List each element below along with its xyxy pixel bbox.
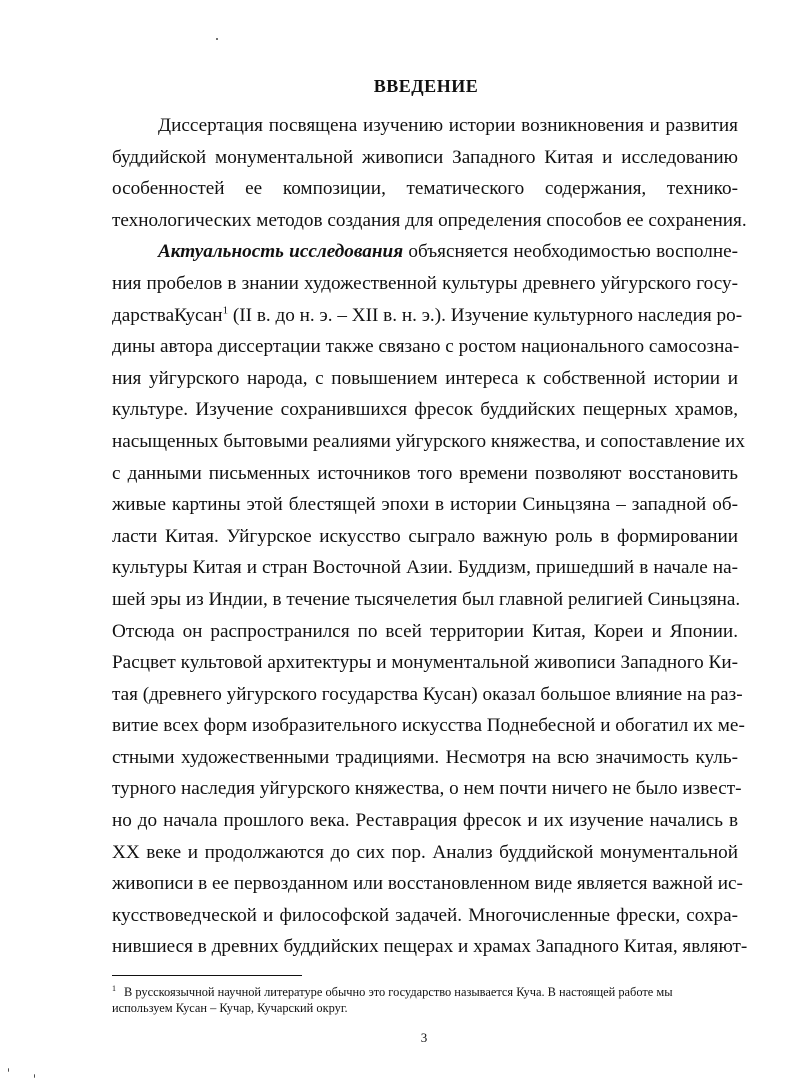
text-line: культуре. Изучение сохранившихся фресок буддийских пещерных храмов, — [112, 399, 738, 421]
footnote-text: В русскоязычной научной литературе обычно это государство называется Куча. В настоящей работе мы — [124, 985, 673, 999]
text-line: витие всех форм изобразительного искусства Поднебесной и обогатил их ме- — [112, 715, 745, 737]
text-line: тая (древнего уйгурского государства Кусан) оказал большое влияние на раз- — [112, 683, 743, 705]
text-line: дины автора диссертации также связано с ростом национального самосозна- — [112, 336, 740, 358]
text-line: Расцвет культовой архитектуры и монументальной живописи Западного Ки- — [112, 652, 738, 674]
text-line: но до начала прошлого века. Реставрация фресок и их изучение начались в — [112, 810, 738, 832]
text-fragment: объясняется необходимостью восполне- — [403, 241, 739, 263]
footnote-reference[interactable]: 1 — [222, 304, 229, 317]
text-line: буддийской монументальной живописи Западного Китая и исследованию — [112, 146, 738, 168]
footnote-line: используем Кусан – Кучар, Кучарский округ. — [112, 1001, 348, 1015]
text-line: стными художественными традициями. Несмотря на всю значимость куль- — [112, 746, 738, 768]
text-line: особенностей ее композиции, тематического содержания, технико- — [112, 178, 738, 200]
page-number: 3 — [420, 1030, 428, 1045]
scan-speck — [34, 1074, 35, 1078]
footnote-line — [112, 984, 738, 1000]
footnote — [112, 984, 738, 1016]
text-fragment: дарстваКусан — [112, 304, 223, 326]
text-line: XX веке и продолжаются до сих пор. Анализ буддийской монументальной — [112, 841, 738, 863]
text-line: шей эры из Индии, в течение тысячелетия был главной религией Синьцзяна. — [112, 588, 741, 610]
text-line: Отсюда он распространился по всей территории Китая, Кореи и Японии. — [112, 620, 738, 642]
footnote-divider — [112, 975, 302, 976]
scan-speck — [216, 38, 218, 40]
text-line: турного наследия уйгурского княжества, о нем почти ничего не было извест- — [112, 778, 742, 800]
paragraph-intro — [112, 110, 747, 236]
body-text — [112, 110, 748, 963]
text-line: технологических методов создания для определения способов ее сохранения. — [112, 209, 747, 231]
text-line: ния уйгурского народа, с повышением интереса к собственной истории и — [112, 367, 738, 389]
text-line: насыщенных бытовыми реалиями уйгурского княжества, и сопоставление их — [112, 430, 745, 452]
text-line: нившиеся в древних буддийских пещерах и храмах Западного Китая, являют- — [112, 936, 748, 958]
text-line: Диссертация посвящена изучению истории возникновения и развития — [158, 115, 738, 136]
text-line: ния пробелов в знании художественной культуры древнего уйгурского госу- — [112, 272, 738, 294]
text-line: с данными письменных источников того времени позволяют восстановить — [112, 462, 738, 484]
text-line — [112, 300, 743, 332]
text-line: живописи в ее первозданном или восстановленном виде является важной ис- — [112, 873, 743, 895]
section-heading: ВВЕДЕНИЕ — [373, 76, 479, 96]
footnote-mark: 1 — [112, 983, 116, 993]
scan-speck — [8, 1068, 9, 1072]
text-line: кусствоведческой и философской задачей. Многочисленные фрески, сохра- — [112, 904, 738, 926]
emphasized-term: Актуальность исследования — [158, 241, 404, 263]
text-line: культуры Китая и стран Восточной Азии. Буддизм, пришедший в начале на- — [112, 557, 738, 579]
text-line — [112, 236, 738, 268]
text-line: живые картины этой блестящей эпохи в истории Синьцзяна – западной об- — [112, 494, 738, 516]
paragraph-relevance — [112, 236, 748, 963]
text-fragment: (II в. до н. э. – XII в. н. э.). Изучение культурного наследия ро- — [228, 304, 743, 326]
text-line: ласти Китая. Уйгурское искусство сыграло важную роль в формировании — [112, 525, 738, 547]
